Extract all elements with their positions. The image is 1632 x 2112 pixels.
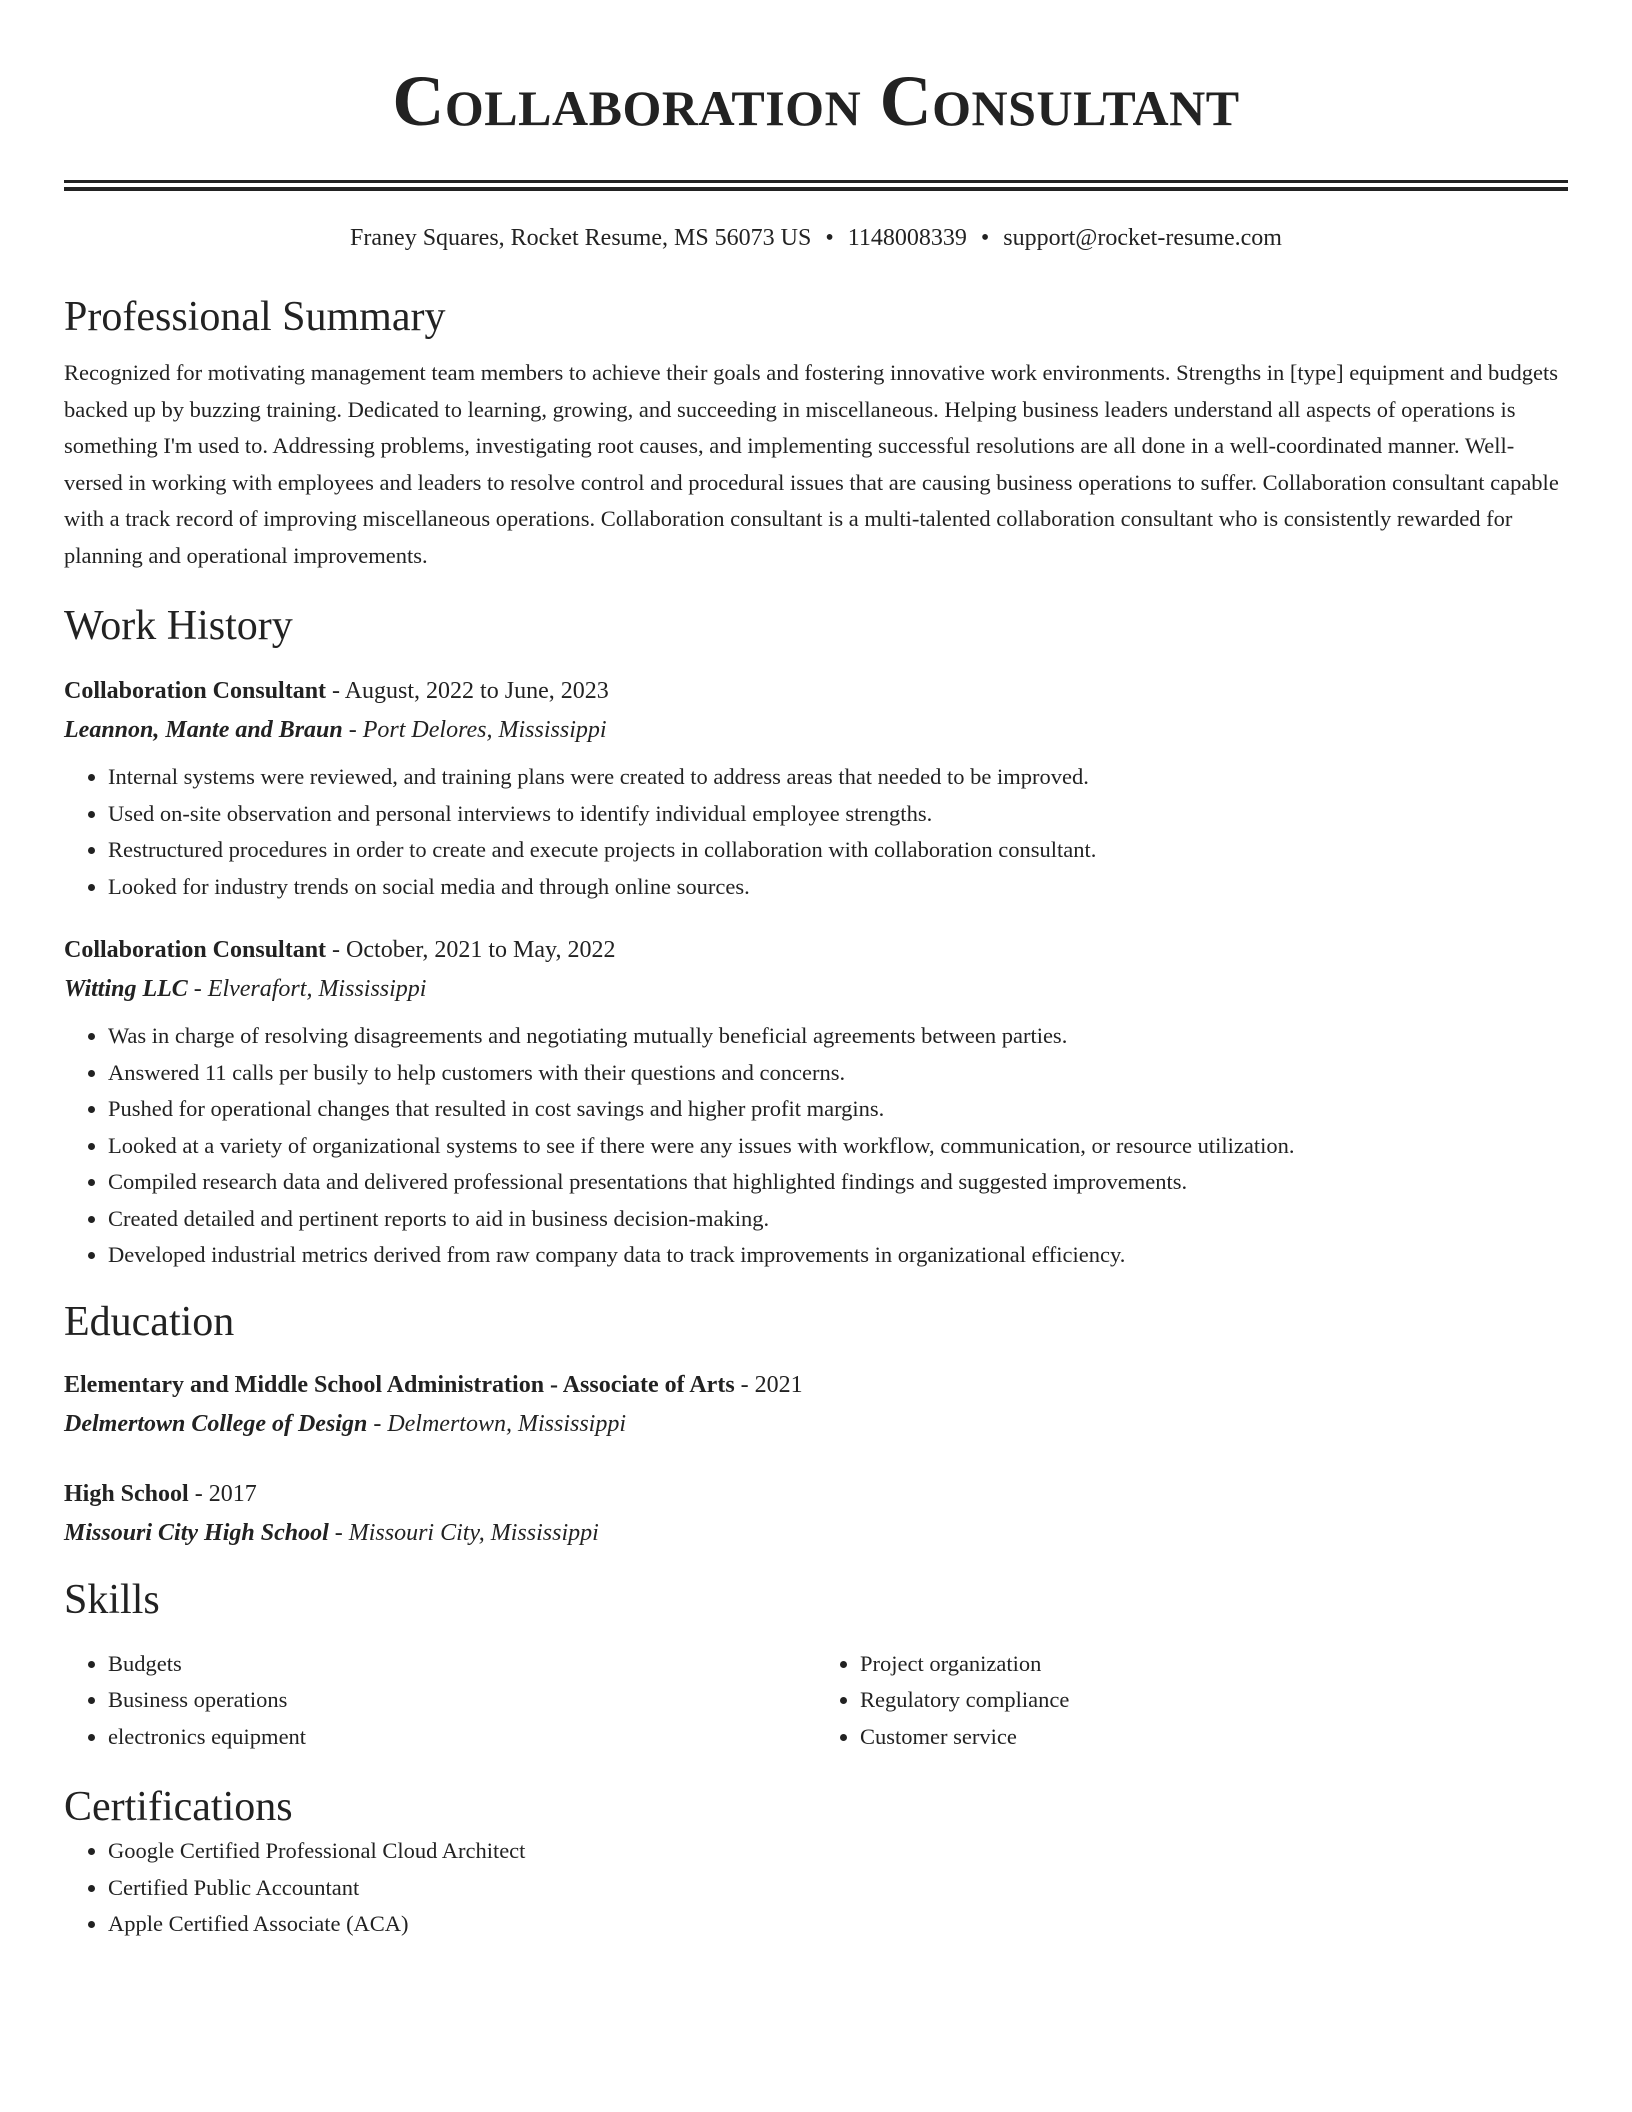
- list-item: • Developed industrial metrics derived from raw company data to track improvements in organizational efficiency.: [108, 1237, 1568, 1274]
- list-item: • Created detailed and pertinent reports to aid in business decision-making.: [108, 1201, 1568, 1238]
- list-item: • Pushed for operational changes that resulted in cost savings and higher profit margins.: [108, 1091, 1568, 1128]
- list-item: • Certified Public Accountant: [108, 1870, 1568, 1907]
- contact-separator: •: [980, 225, 990, 251]
- list-item: • Google Certified Professional Cloud Architect: [108, 1833, 1568, 1870]
- school-location: - Missouri City, Mississippi: [328, 1519, 599, 1546]
- job-bullet-list: [64, 759, 1568, 905]
- school-location: - Delmertown, Mississippi: [367, 1410, 626, 1437]
- list-item: • Used on-site observation and personal interviews to identify individual employee strengths.: [108, 796, 1568, 833]
- degree-year: - 2017: [188, 1480, 257, 1507]
- section-heading-education: Education: [64, 1298, 235, 1345]
- list-item: • Answered 11 calls per busily to help customers with their questions and concerns.: [108, 1055, 1568, 1092]
- education-school-line: [64, 1518, 1568, 1548]
- list-item: • Budgets: [108, 1646, 816, 1683]
- work-entry-company-line: [64, 974, 1568, 1004]
- job-title: Collaboration Consultant: [64, 678, 327, 704]
- education-school-line: [64, 1409, 1568, 1439]
- list-item: • Was in charge of resolving disagreements and negotiating mutually beneficial agreements between parties.: [108, 1018, 1568, 1055]
- section-heading-work: Work History: [64, 603, 293, 649]
- company-name: Leannon, Mante and Braun: [64, 717, 343, 743]
- job-bullet-list: [64, 1018, 1568, 1274]
- work-entry-company-line: [64, 715, 1568, 745]
- list-item: • Internal systems were reviewed, and training plans were created to address areas that needed to be improved.: [108, 759, 1568, 796]
- school-name: Missouri City High School: [64, 1519, 329, 1546]
- degree-name: High School: [64, 1480, 189, 1507]
- education-degree-line: [64, 1370, 1568, 1400]
- company-location: - Elverafort, Mississippi: [187, 976, 427, 1002]
- contact-phone: 1148008339: [847, 225, 967, 251]
- list-item: • electronics equipment: [108, 1719, 816, 1756]
- degree-year: - 2021: [734, 1371, 803, 1398]
- job-title: Collaboration Consultant: [64, 937, 327, 963]
- education-entry: [64, 1479, 1568, 1548]
- list-item: • Compiled research data and delivered professional presentations that highlighted findings and suggested improvements.: [108, 1164, 1568, 1201]
- school-name: Delmertown College of Design: [64, 1410, 368, 1437]
- list-item: • Project organization: [860, 1646, 1568, 1683]
- contact-line: [64, 223, 1568, 253]
- skills-list-left: [64, 1646, 816, 1756]
- list-item: • Regulatory compliance: [860, 1682, 1568, 1719]
- summary-text: Recognized for motivating management team members to achieve their goals and fostering innovative work environments. Strengths in [type] equipment and budgets backed up by buzzing training. Dedicated to learning, growing, and succeeding in miscellaneous. Helping business leaders understand all aspects of operations is something I'm used to. Addressing problems, investigating root causes, and implementing successful resolutions are all done in a well-coordinated manner. Well-versed in working with employees and leaders to resolve control and procedural issues that are causing business operations to suffer. Collaboration consultant capable with a track record of improving miscellaneous operations. Collaboration consultant is a multi-talented collaboration consultant who is consistently rewarded for planning and operational improvements.: [64, 360, 1559, 568]
- resume-name: Collaboration Consultant: [392, 61, 1240, 141]
- job-dates: - August, 2022 to June, 2023: [326, 678, 609, 704]
- work-entry: [64, 676, 1568, 905]
- list-item: • Looked at a variety of organizational systems to see if there were any issues with workflow, communication, or resource utilization.: [108, 1128, 1568, 1165]
- contact-separator: •: [825, 225, 834, 251]
- work-entry-title-line: [64, 935, 1568, 965]
- section-heading-certifications: Certifications: [64, 1784, 293, 1830]
- contact-email: support@rocket-resume.com: [1003, 225, 1282, 251]
- company-location: - Port Delores, Mississippi: [342, 717, 607, 743]
- header-divider: [64, 180, 1568, 191]
- education-degree-line: [64, 1479, 1568, 1509]
- company-name: Witting LLC: [64, 976, 188, 1002]
- certifications-list: [64, 1833, 1568, 1943]
- list-item: • Apple Certified Associate (ACA): [108, 1906, 1568, 1943]
- section-heading-skills: Skills: [64, 1576, 160, 1623]
- education-entry: [64, 1370, 1568, 1439]
- list-item: • Restructured procedures in order to create and execute projects in collaboration with collaboration consultant.: [108, 832, 1568, 869]
- job-dates: - October, 2021 to May, 2022: [326, 937, 616, 963]
- work-entry: [64, 935, 1568, 1274]
- skills-columns: [64, 1646, 1568, 1756]
- list-item: • Business operations: [108, 1682, 816, 1719]
- contact-address: Franey Squares, Rocket Resume, MS 56073 US: [350, 225, 812, 251]
- list-item: • Customer service: [860, 1719, 1568, 1756]
- degree-name: Elementary and Middle School Administration - Associate of Arts: [64, 1371, 735, 1398]
- list-item: • Looked for industry trends on social media and through online sources.: [108, 869, 1568, 906]
- skills-list-right: [816, 1646, 1568, 1756]
- work-entry-title-line: [64, 676, 1568, 706]
- section-heading-summary: Professional Summary: [64, 294, 446, 340]
